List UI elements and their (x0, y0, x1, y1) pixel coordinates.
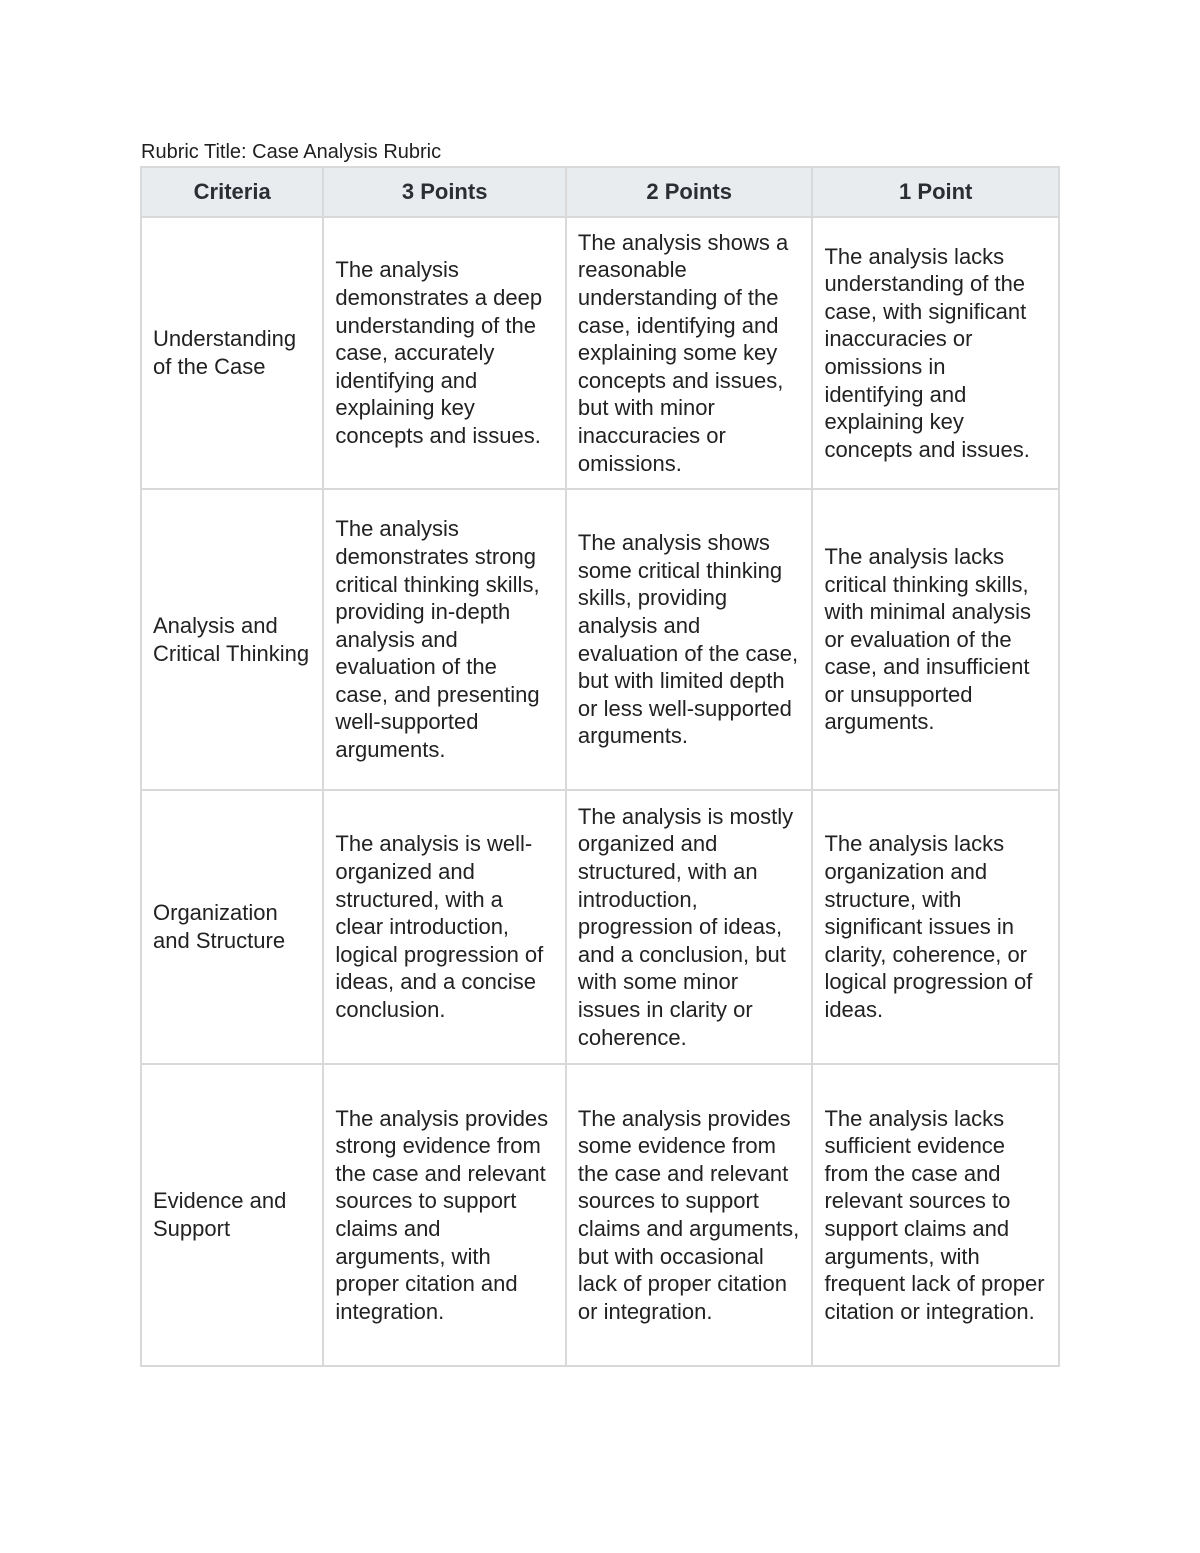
cell-3-points: The analysis is well-organized and structured, with a clear introduction, logical progression of ideas, and a concise conclusion. (323, 790, 566, 1064)
cell-3-points: The analysis provides strong evidence from the case and relevant sources to support claims and arguments, with proper citation and integration. (323, 1064, 566, 1366)
cell-1-point: The analysis lacks organization and structure, with significant issues in clarity, coherence, or logical progression of ideas. (812, 790, 1059, 1064)
table-row (141, 790, 1059, 1064)
table-row (141, 1064, 1059, 1366)
cell-1-point: The analysis lacks sufficient evidence from the case and relevant sources to support claims and arguments, with frequent lack of proper citation or integration. (812, 1064, 1059, 1366)
cell-1-point: The analysis lacks understanding of the case, with significant inaccuracies or omissions in identifying and explaining key concepts and issues. (812, 217, 1059, 489)
rubric-table (140, 166, 1060, 1367)
cell-3-points: The analysis demonstrates strong critical thinking skills, providing in-depth analysis and evaluation of the case, and presenting well-supported arguments. (323, 489, 566, 790)
table-row (141, 489, 1059, 790)
header-1-point: 1 Point (812, 167, 1059, 217)
cell-2-points: The analysis shows a reasonable understanding of the case, identifying and explaining some key concepts and issues, but with minor inaccuracies or omissions. (566, 217, 813, 489)
criterion-organization: Organization and Structure (141, 790, 323, 1064)
cell-1-point: The analysis lacks critical thinking skills, with minimal analysis or evaluation of the case, and insufficient or unsupported arguments. (812, 489, 1059, 790)
table-header-row (141, 167, 1059, 217)
criterion-evidence: Evidence and Support (141, 1064, 323, 1366)
cell-3-points: The analysis demonstrates a deep understanding of the case, accurately identifying and explaining key concepts and issues. (323, 217, 566, 489)
header-criteria: Criteria (141, 167, 323, 217)
criterion-understanding: Understanding of the Case (141, 217, 323, 489)
cell-2-points: The analysis is mostly organized and structured, with an introduction, progression of ideas, and a conclusion, but with some minor issues in clarity or coherence. (566, 790, 813, 1064)
rubric-title: Rubric Title: Case Analysis Rubric (141, 141, 442, 163)
cell-2-points: The analysis provides some evidence from the case and relevant sources to support claims and arguments, but with occasional lack of proper citation or integration. (566, 1064, 813, 1366)
header-2-points: 2 Points (566, 167, 813, 217)
cell-2-points: The analysis shows some critical thinking skills, providing analysis and evaluation of the case, but with limited depth or less well-supported arguments. (566, 489, 813, 790)
header-3-points: 3 Points (323, 167, 566, 217)
table-row (141, 217, 1059, 489)
criterion-analysis: Analysis and Critical Thinking (141, 489, 323, 790)
